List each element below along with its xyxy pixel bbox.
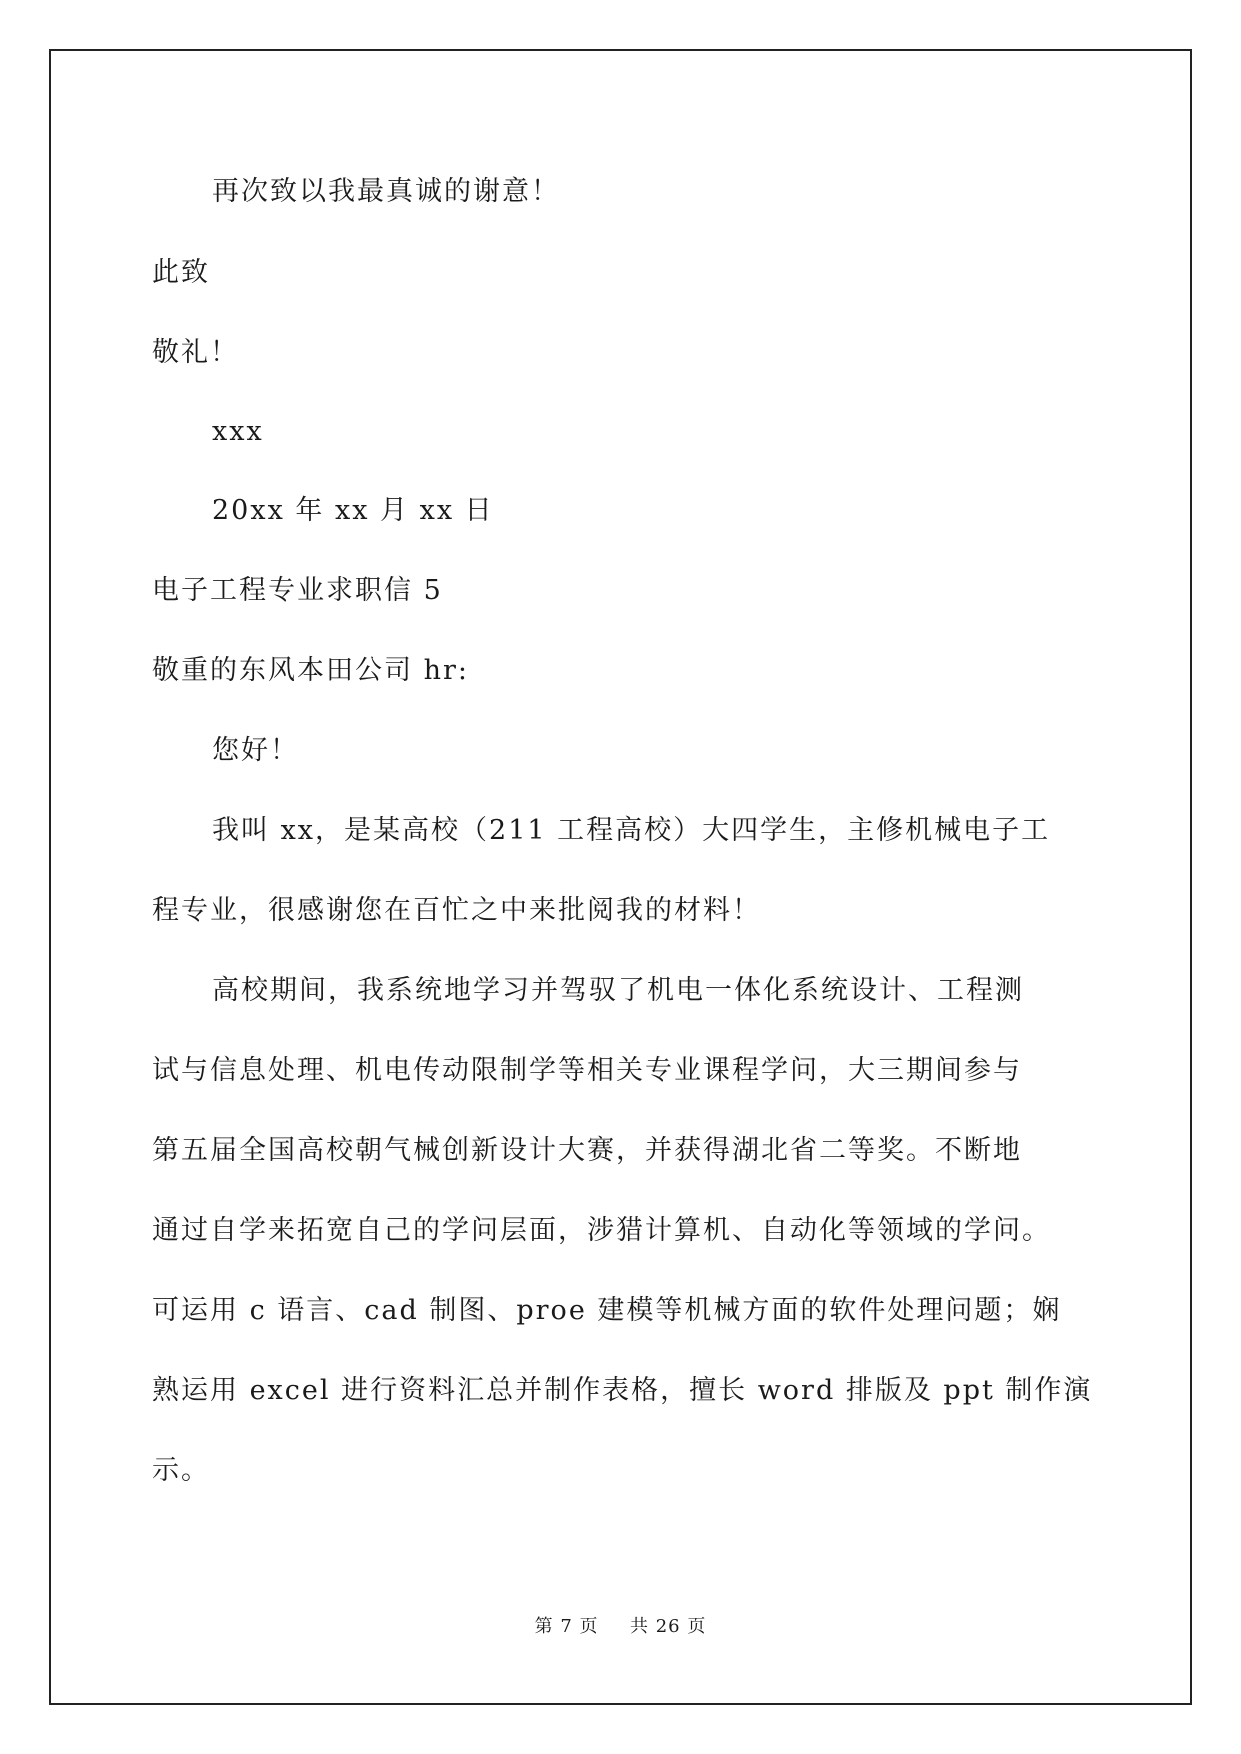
addressee: 敬重的东风本田公司 hr: xyxy=(152,655,469,686)
paragraph-line: 高校期间，我系统地学习并驾驭了机电一体化系统设计、工程测 xyxy=(212,975,1024,1006)
paragraph-line: 第五届全国高校朝气械创新设计大赛，并获得湖北省二等奖。不断地 xyxy=(152,1135,1022,1166)
paragraph-line: 我叫 xx，是某高校（211 工程高校）大四学生，主修机械电子工 xyxy=(212,815,1051,846)
page-footer xyxy=(0,1612,1241,1638)
page-frame xyxy=(49,49,1192,1705)
greeting: 您好！ xyxy=(212,735,299,766)
paragraph-line: 通过自学来拓宽自己的学问层面，涉猎计算机、自动化等领域的学问。 xyxy=(152,1215,1051,1246)
salutation-cizhi: 此致 xyxy=(152,257,210,288)
section-title: 电子工程专业求职信 5 xyxy=(152,575,443,606)
paragraph-line: 试与信息处理、机电传动限制学等相关专业课程学问，大三期间参与 xyxy=(152,1055,1022,1086)
paragraph-line: 熟运用 excel 进行资料汇总并制作表格，擅长 word 排版及 ppt 制作演 xyxy=(152,1375,1093,1406)
page-number: 第 7 页 xyxy=(534,1616,599,1637)
salutation-jingli: 敬礼！ xyxy=(152,337,239,368)
signature-date: 20xx 年 xx 月 xx 日 xyxy=(212,495,494,526)
page-total: 共 26 页 xyxy=(630,1616,707,1637)
paragraph-line: 可运用 c 语言、cad 制图、proe 建模等机械方面的软件处理问题；娴 xyxy=(152,1295,1062,1326)
signature-name: xxx xyxy=(212,416,264,447)
paragraph-line: 程专业，很感谢您在百忙之中来批阅我的材料！ xyxy=(152,895,761,926)
paragraph-line: 示。 xyxy=(152,1455,210,1486)
closing-thanks: 再次致以我最真诚的谢意！ xyxy=(212,176,560,207)
